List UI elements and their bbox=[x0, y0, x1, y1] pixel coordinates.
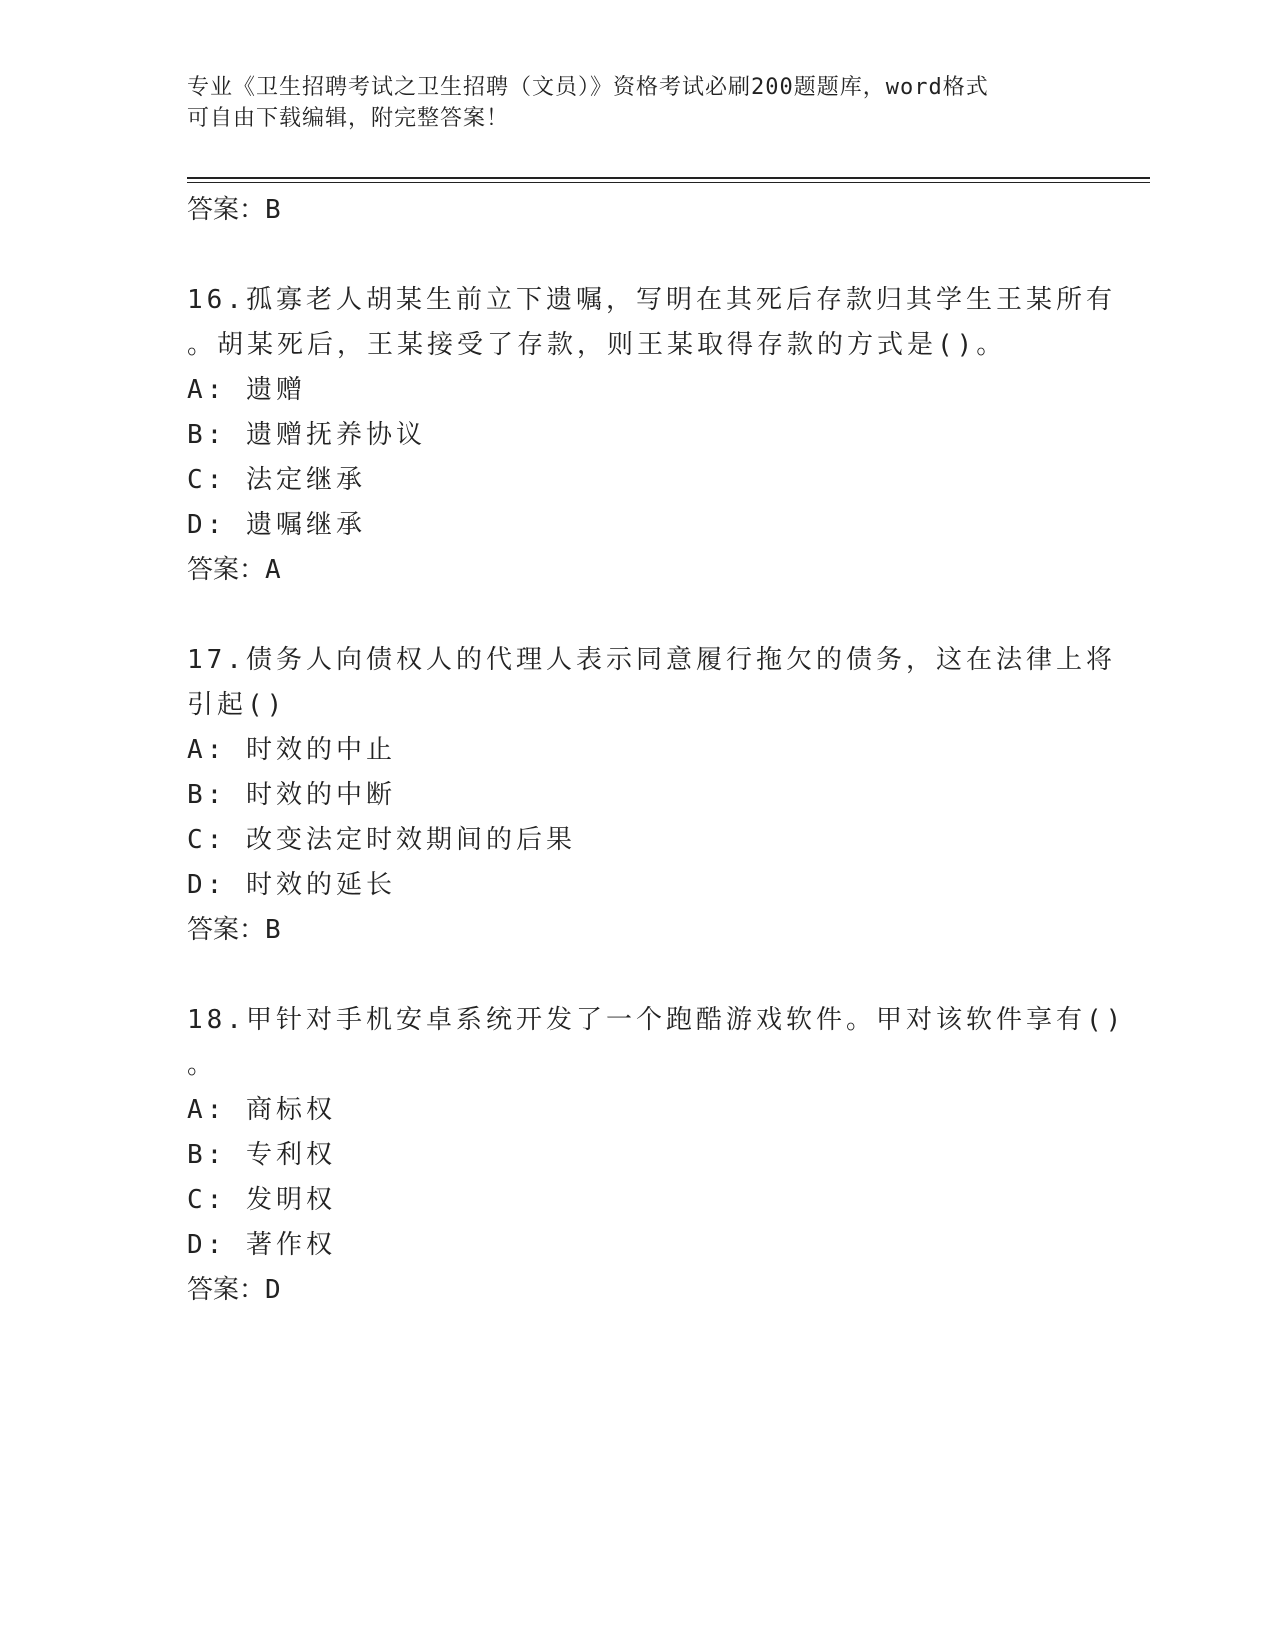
answer-label: 答案： bbox=[187, 915, 266, 945]
answer-value: B bbox=[265, 195, 281, 225]
question-stem bbox=[187, 638, 1116, 728]
header-divider-thin bbox=[187, 182, 1150, 183]
option-b: B: 专利权 bbox=[187, 1140, 336, 1170]
option-b: B: 遗赠抚养协议 bbox=[187, 420, 426, 450]
option-a: A: 时效的中止 bbox=[187, 735, 396, 765]
question-17 bbox=[187, 638, 1116, 953]
option-c: C: 改变法定时效期间的后果 bbox=[187, 825, 576, 855]
document-body bbox=[187, 188, 1126, 1313]
question-stem-line: 。胡某死后，王某接受了存款，则王某取得存款的方式是()。 bbox=[187, 330, 1007, 360]
option-b: B: 时效的中断 bbox=[187, 780, 396, 810]
option-d: D: 著作权 bbox=[187, 1230, 336, 1260]
header-line-1: 专业《卫生招聘考试之卫生招聘（文员）》资格考试必刷200题题库，word格式 bbox=[187, 75, 989, 100]
answer-label: 答案： bbox=[187, 1275, 266, 1305]
option-a: A: 商标权 bbox=[187, 1095, 336, 1125]
option-c: C: 发明权 bbox=[187, 1185, 336, 1215]
question-16 bbox=[187, 278, 1116, 593]
document-header bbox=[187, 72, 1087, 134]
question-stem bbox=[187, 998, 1126, 1088]
answer-value: D bbox=[265, 1275, 281, 1305]
header-line-2: 可自由下载编辑，附完整答案！ bbox=[187, 106, 510, 131]
question-stem-line: 18.甲针对手机安卓系统开发了一个跑酷游戏软件。甲对该软件享有() bbox=[187, 1005, 1126, 1035]
question-stem-line: 。 bbox=[187, 1050, 218, 1080]
answer-line bbox=[187, 1268, 1087, 1313]
question-18 bbox=[187, 998, 1126, 1313]
option-d: D: 遗嘱继承 bbox=[187, 510, 366, 540]
question-stem-line: 16.孤寡老人胡某生前立下遗嘱，写明在其死后存款归其学生王某所有 bbox=[187, 285, 1116, 315]
question-stem bbox=[187, 278, 1116, 368]
header-divider-thick bbox=[187, 177, 1150, 179]
question-stem-line: 引起() bbox=[187, 690, 287, 720]
answer-label: 答案： bbox=[187, 195, 266, 225]
answer-line bbox=[187, 548, 1087, 593]
answer-value: B bbox=[265, 915, 281, 945]
answer-line bbox=[187, 188, 1087, 233]
answer-label: 答案： bbox=[187, 555, 266, 585]
option-a: A: 遗赠 bbox=[187, 375, 306, 405]
question-stem-line: 17.债务人向债权人的代理人表示同意履行拖欠的债务，这在法律上将 bbox=[187, 645, 1116, 675]
answer-value: A bbox=[265, 555, 281, 585]
option-c: C: 法定继承 bbox=[187, 465, 366, 495]
option-d: D: 时效的延长 bbox=[187, 870, 396, 900]
answer-line bbox=[187, 908, 1087, 953]
